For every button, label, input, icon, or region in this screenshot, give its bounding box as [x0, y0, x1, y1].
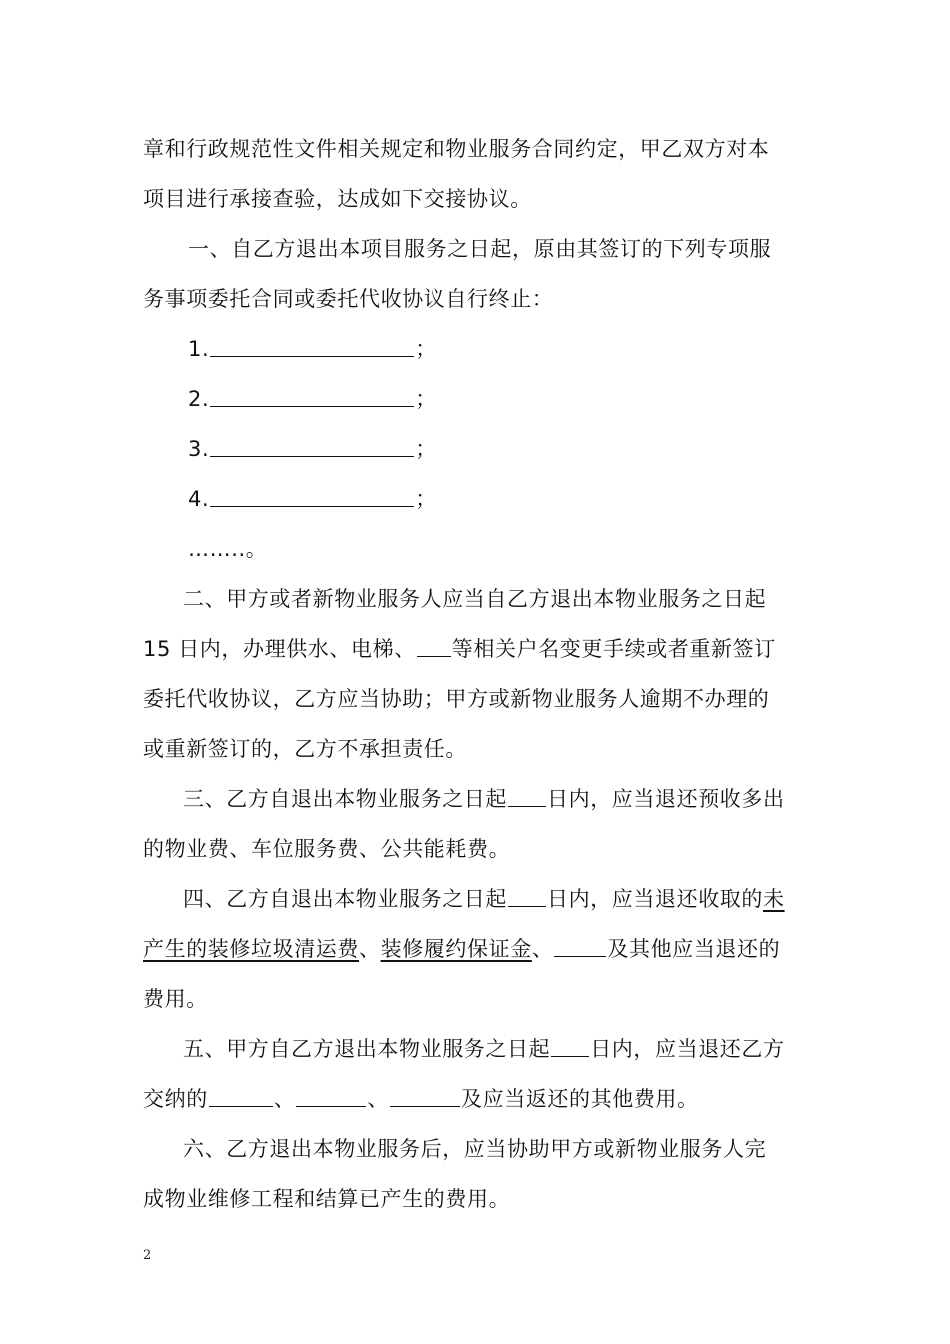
list-item: 2. ； — [188, 384, 856, 414]
clause-two-line: 二、甲方或者新物业服务人应当自乙方退出本物业服务之日起 — [183, 587, 767, 611]
paragraph-line: 费用。 — [143, 987, 208, 1011]
blank-line — [210, 334, 414, 357]
blank-line — [390, 1084, 460, 1107]
paragraph-line: 或重新签订的，乙方不承担责任。 — [143, 737, 467, 761]
paragraph-line: 委托代收协议，乙方应当协助；甲方或新物业服务人逾期不办理的 — [143, 687, 770, 711]
paragraph-line: 成物业维修工程和结算已产生的费用。 — [143, 1187, 511, 1211]
blank-line — [209, 1084, 273, 1107]
page-number: 2 — [143, 1248, 152, 1263]
blank-line — [210, 384, 414, 407]
blank-line — [551, 1034, 589, 1057]
list-item: 1. ； — [188, 334, 856, 364]
list-ellipsis: ……..。 — [188, 537, 268, 561]
paragraph-line: 章和行政规范性文件相关规定和物业服务合同约定，甲乙双方对本 — [143, 137, 770, 161]
paragraph-line: 的物业费、车位服务费、公共能耗费。 — [143, 837, 511, 861]
paragraph-line: 项目进行承接查验，达成如下交接协议。 — [143, 187, 532, 211]
paragraph-line: 15 日内，办理供水、电梯、 等相关户名变更手续或者重新签订 — [143, 634, 811, 664]
blank-line — [508, 784, 546, 807]
list-item: 3. ； — [188, 434, 856, 464]
clause-six-line: 六、乙方退出本物业服务后，应当协助甲方或新物业服务人完 — [183, 1137, 767, 1161]
blank-line — [296, 1084, 366, 1107]
blank-line — [554, 934, 606, 957]
paragraph-line: 交纳的 、 、 及应当返还的其他费用。 — [143, 1084, 811, 1114]
paragraph-line: 产生的装修垃圾清运费、装修履约保证金、 及其他应当退还的 — [143, 934, 811, 964]
blank-line — [417, 634, 451, 657]
clause-five-line: 五、甲方自乙方退出本物业服务之日起 日内，应当退还乙方 — [183, 1034, 851, 1064]
clause-three-line: 三、乙方自退出本物业服务之日起 日内，应当退还预收多出 — [183, 784, 851, 814]
clause-one-line: 一、自乙方退出本项目服务之日起，原由其签订的下列专项服 — [188, 237, 772, 261]
list-item: 4. ； — [188, 484, 856, 514]
blank-line — [508, 884, 546, 907]
paragraph-line: 务事项委托合同或委托代收协议自行终止： — [143, 287, 554, 311]
clause-four-line: 四、乙方自退出本物业服务之日起 日内，应当退还收取的未 — [183, 884, 851, 914]
blank-line — [210, 484, 414, 507]
blank-line — [210, 434, 414, 457]
